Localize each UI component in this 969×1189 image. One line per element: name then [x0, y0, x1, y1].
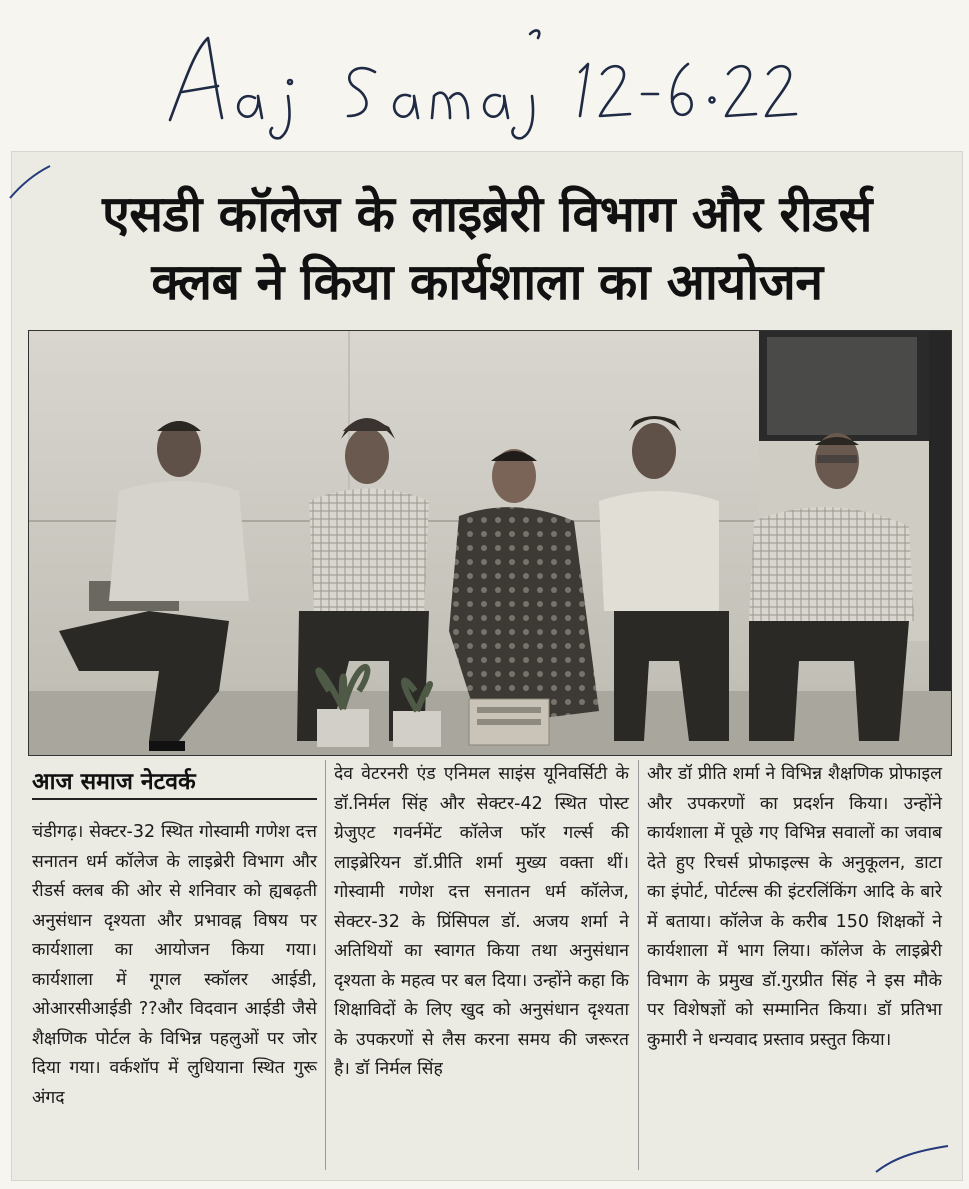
newspaper-clipping: [12, 152, 962, 1180]
column-divider: [325, 760, 326, 1170]
article-text: चंडीगढ़। सेक्टर-32 स्थित गोस्वामी गणेश दत्त सनातन धर्म कॉलेज के लाइब्रेरी विभाग और रीडर्स क्लब की ओर से शनिवार को ह्यबढ़ती अनुसंधान दृश्यता और प्रभावह्न विषय पर कार्यशाला का आयोजन किया गया। कार्यशाला में गूगल स्कॉलर आईडी, ओआरसीआईडी ??और विदवान आईडी जैसे शैक्षणिक पोर्टल के विभिन्न पहलुओं पर जोर दिया गया। वर्कशॉप में लुधियाना स्थित गुरू अंगद: [32, 822, 317, 1108]
headline-line-2: क्लब ने किया कार्यशाला का आयोजन: [151, 253, 823, 311]
event-photo: [28, 330, 952, 756]
article-column-1: [32, 818, 317, 1113]
handwritten-note: [160, 20, 820, 140]
column-divider: [638, 760, 639, 1170]
headline-line-1: एसडी कॉलेज के लाइब्रेरी विभाग और रीडर्स: [102, 185, 872, 243]
byline-divider: [32, 798, 317, 800]
article-text: और डॉ प्रीति शर्मा ने विभिन्न शैक्षणिक प्रोफाइल और उपकरणों का प्रदर्शन किया। उन्होंने कार्यशाला में पूछे गए विभिन्न सवालों का जवाब देते हुए रिचर्स प्रोफाइल्स के अनुकूलन, डाटा का इंपोर्ट, पोर्टल्स की इंटरलिंकिंग आदि के बारे में बताया। कॉलेज के करीब 150 शिक्षकों ने कार्यशाला में भाग लिया। कॉलेज के लाइब्रेरी विभाग के प्रमुख डॉ.गुरप्रीत सिंह ने इस मौके पर विशेषज्ञों को सम्मानित किया। डॉ प्रतिभा कुमारी ने धन्यवाद प्रस्ताव प्रस्तुत किया।: [647, 764, 942, 1050]
article-text: देव वेटरनरी एंड एनिमल साइंस यूनिवर्सिटी के डॉ.निर्मल सिंह और सेक्टर-42 स्थित पोस्ट ग्रेजुएट गवर्नमेंट कॉलेज फॉर गर्ल्स की लाइब्रेरियन डॉ.प्रीति शर्मा मुख्य वक्ता थीं। गोस्वामी गणेश दत्त सनातन धर्म कॉलेज, सेक्टर-32 के प्रिंसिपल डॉ. अजय शर्मा ने अतिथियों का स्वागत किया तथा अनुसंधान दृश्यता के महत्व पर बल दिया। उन्होंने कहा कि शिक्षाविदों के लिए खुद को अनुसंधान दृश्यता के उपकरणों से लैस करना समय की जरूरत है। डॉ निर्मल सिंह: [334, 764, 629, 1079]
pen-mark-icon: [872, 1142, 952, 1178]
byline: आज समाज नेटवर्क: [32, 769, 196, 795]
article-column-3: [647, 760, 942, 1055]
article-column-2: [334, 760, 629, 1085]
